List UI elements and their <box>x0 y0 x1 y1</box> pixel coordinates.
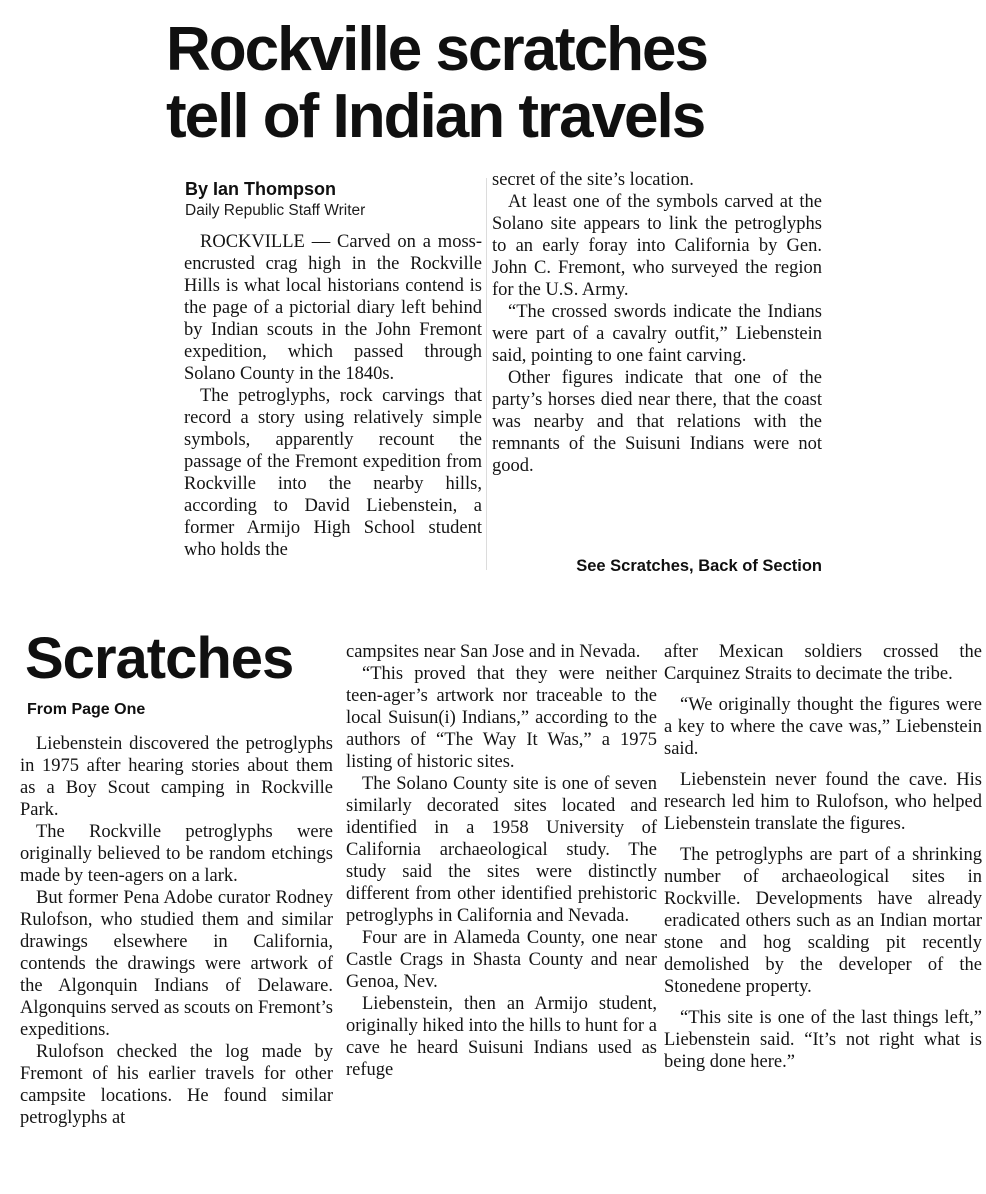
paragraph: campsites near San Jose and in Nevada. <box>346 642 641 662</box>
paragraph: But former Pena Adobe curator Rodney Rulofson, who studied them and similar drawings elsewhere in California, contends the drawings were artwork of the Algonquin Indians of Delaware. Algonquins served as scouts on Fremont’s expeditions. <box>20 888 333 1040</box>
byline-title: Daily Republic Staff Writer <box>185 202 366 219</box>
front-article-column-2 <box>492 169 822 477</box>
paragraph: “This site is one of the last things left,” Liebenstein said. “It’s not right what is being done here.” <box>664 1008 982 1072</box>
front-article-column-1 <box>184 231 482 561</box>
paragraph: “We originally thought the figures were a key to where the cave was,” Liebenstein said. <box>664 695 982 759</box>
paragraph: ROCKVILLE — Carved on a moss-encrusted crag high in the Rockville Hills is what local historians contend is the page of a pictorial diary left behind by Indian scouts in the John Fremont expedition, which passed through Solano County in the 1840s. <box>184 232 482 384</box>
paragraph: “This proved that they were neither teen-ager’s artwork nor traceable to the local Suisun(i) Indians,” according to the authors of “The Way It Was,” a 1975 listing of historic sites. <box>346 664 657 772</box>
paragraph: Liebenstein discovered the petroglyphs in 1975 after hearing stories about them as a Boy Scout camping in Rockville Park. <box>20 734 333 820</box>
headline-line-2: tell of Indian travels <box>166 82 705 151</box>
continuation-note: See Scratches, Back of Section <box>576 557 822 575</box>
jump-article-column-1 <box>20 733 333 1129</box>
paragraph: The Solano County site is one of seven similarly decorated sites located and identified in a 1958 University of California archaeological study. The study said the sites were distinctly different from other identified prehistoric petroglyphs in California and Nevada. <box>346 774 657 926</box>
paragraph: Liebenstein never found the cave. His research led him to Rulofson, who helped Liebenstein translate the figures. <box>664 770 982 834</box>
paragraph: Liebenstein, then an Armijo student, originally hiked into the hills to hunt for a cave he heard Suisuni Indians used as refuge <box>346 994 657 1080</box>
paragraph: “The crossed swords indicate the Indians were part of a cavalry outfit,” Liebenstein said, pointing to one faint carving. <box>492 302 822 366</box>
byline: By Ian Thompson <box>185 179 337 199</box>
jump-article-headline: Scratches <box>25 626 294 691</box>
byline-block <box>185 178 485 221</box>
jump-article-column-3 <box>664 641 982 1073</box>
paragraph: The petroglyphs are part of a shrinking number of archaeological sites in Rockville. Developments have already eradicated others such as an Indian mortar stone and hog scalding pit recently demolished by the developer of the Stonedene property. <box>664 845 982 997</box>
paragraph: after Mexican soldiers crossed the Carquinez Straits to decimate the tribe. <box>664 642 982 684</box>
paragraph: Other figures indicate that one of the party’s horses died near there, that the coast was nearby and that relations with the remnants of the Suisuni Indians were not good. <box>492 368 822 476</box>
paragraph: The Rockville petroglyphs were originally believed to be random etchings made by teen-agers on a lark. <box>20 822 333 886</box>
from-page-one-label: From Page One <box>27 701 146 718</box>
column-rule <box>486 178 487 570</box>
paragraph: Rulofson checked the log made by Fremont of his earlier travels for other campsite locations. He found similar petroglyphs at <box>20 1042 333 1128</box>
paragraph: Four are in Alameda County, one near Castle Crags in Shasta County and near Genoa, Nev. <box>346 928 657 992</box>
paragraph: The petroglyphs, rock carvings that record a story using relatively simple symbols, apparently recount the passage of the Fremont expedition from Rockville into the nearby hills, according to David Liebenstein, a former Armijo High School student who holds the <box>184 386 482 560</box>
paragraph: secret of the site’s location. <box>492 170 694 190</box>
front-article-headline <box>166 16 876 150</box>
paragraph: At least one of the symbols carved at the Solano site appears to link the petroglyphs to an early foray into California by Gen. John C. Fremont, who surveyed the region for the U.S. Army. <box>492 192 822 300</box>
jump-article-column-2 <box>346 641 657 1081</box>
headline-line-1: Rockville scratches <box>166 15 708 84</box>
